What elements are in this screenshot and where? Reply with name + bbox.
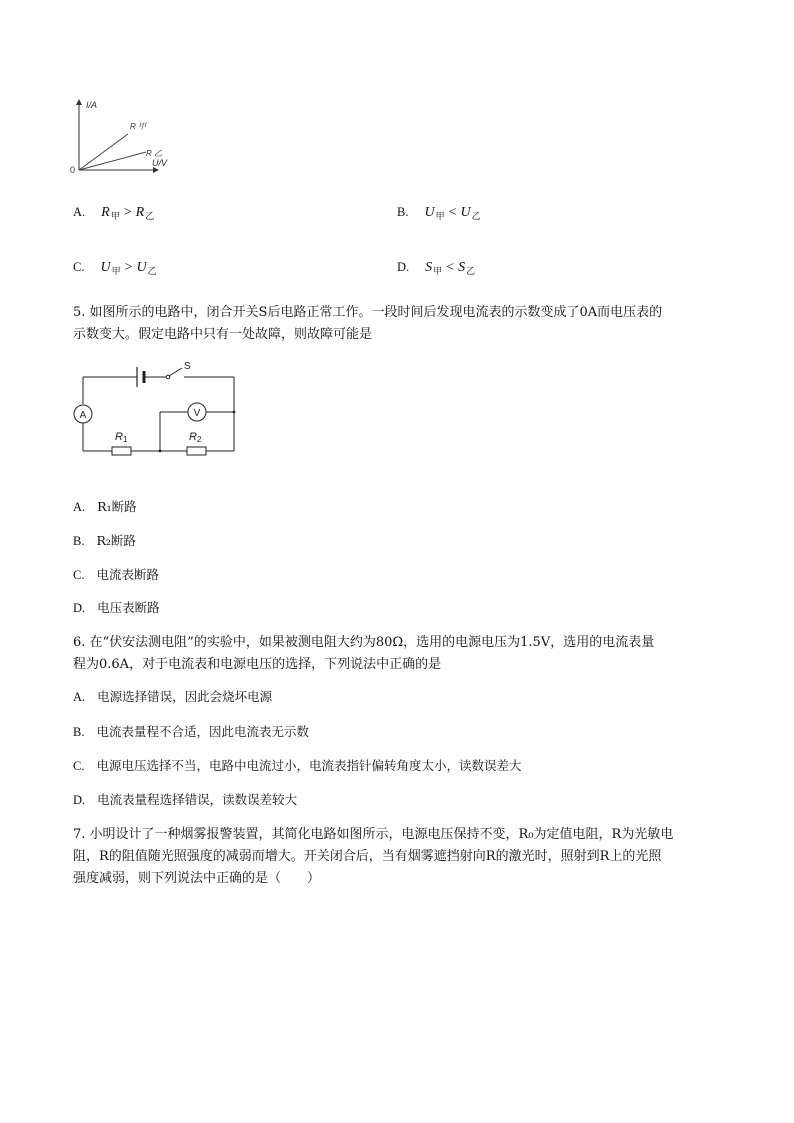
option-letter: A. — [73, 205, 86, 219]
voltmeter-label: V — [193, 408, 201, 419]
line-r-yi — [79, 152, 146, 170]
q6-option-a[interactable]: A. 电源选择错误，因此会烧坏电源 — [73, 689, 273, 704]
q4-option-a[interactable]: A. $R_甲 > R_乙$ — [73, 205, 155, 221]
q6-stem-line2: 程为0.6A，对于电流表和电源电压的选择，下列说法中正确的是 — [73, 657, 442, 672]
q6-option-c[interactable]: C. 电源电压选择不当，电路中电流过小，电流表指针偏转角度太小，读数误差大 — [73, 758, 522, 773]
q4-option-d[interactable]: D. $S_甲 < S_乙$ — [397, 260, 476, 276]
q7-stem-line2: 阻，R的阻值随光照强度的减弱而增大。开关闭合后，当有烟雾遮挡射向R的激光时，照射到R上的光照 — [73, 849, 662, 864]
q6-option-d[interactable]: D. 电流表量程选择错误，读数误差较大 — [73, 792, 298, 807]
ammeter-label: A — [79, 410, 87, 421]
line-r-jia — [79, 134, 128, 170]
q7-stem-line1: 7. 小明设计了一种烟雾报警装置，其简化电路如图所示，电源电压保持不变，R₀为定值电阻，R为光敏电 — [73, 827, 674, 842]
q5-stem-line1: 5. 如图所示的电路中，闭合开关S后电路正常工作。一段时间后发现电流表的示数变成了0A而电压表的 — [73, 305, 663, 320]
q5-circuit — [70, 355, 250, 465]
iu-graph — [66, 96, 176, 182]
y-axis-label: I/A — [86, 100, 98, 110]
x-axis-label: U/V — [152, 158, 168, 168]
switch-blade — [169, 368, 182, 376]
line-bottom-label: R 乙 — [146, 149, 162, 158]
q7-stem-line3: 强度减弱，则下列说法中正确的是（ ） — [73, 871, 321, 886]
q6-option-b[interactable]: B. 电流表量程不合适，因此电流表无示数 — [73, 724, 309, 739]
q5-option-c[interactable]: C. 电流表断路 — [73, 567, 159, 582]
switch-label: S — [184, 361, 191, 372]
q5-option-d[interactable]: D. 电压表断路 — [73, 600, 160, 615]
option-letter: C. — [73, 260, 85, 274]
q4-option-c[interactable]: C. $U_甲 > U_乙$ — [73, 260, 157, 276]
origin-label: 0 — [70, 165, 76, 175]
q6-stem-line1: 6. 在“伏安法测电阻”的实验中，如果被测电阻大约为80Ω，选用的电源电压为1.5V，选用的电流表量 — [73, 635, 655, 650]
option-letter: D. — [397, 260, 410, 274]
q5-option-a[interactable]: A. R₁断路 — [73, 499, 137, 514]
resistor-r2 — [187, 447, 206, 455]
option-letter: B. — [397, 205, 409, 219]
r1-label: R1 — [115, 431, 128, 444]
resistor-r1 — [112, 447, 131, 455]
q4-option-b[interactable]: B. $U_甲 < U_乙$ — [397, 205, 481, 221]
r2-label: R2 — [189, 431, 202, 444]
q5-stem-line2: 示数变大。假定电路中只有一处故障，则故障可能是 — [73, 327, 373, 342]
line-top-label: R 甲 — [130, 122, 146, 131]
q5-option-b[interactable]: B. R₂断路 — [73, 533, 136, 548]
